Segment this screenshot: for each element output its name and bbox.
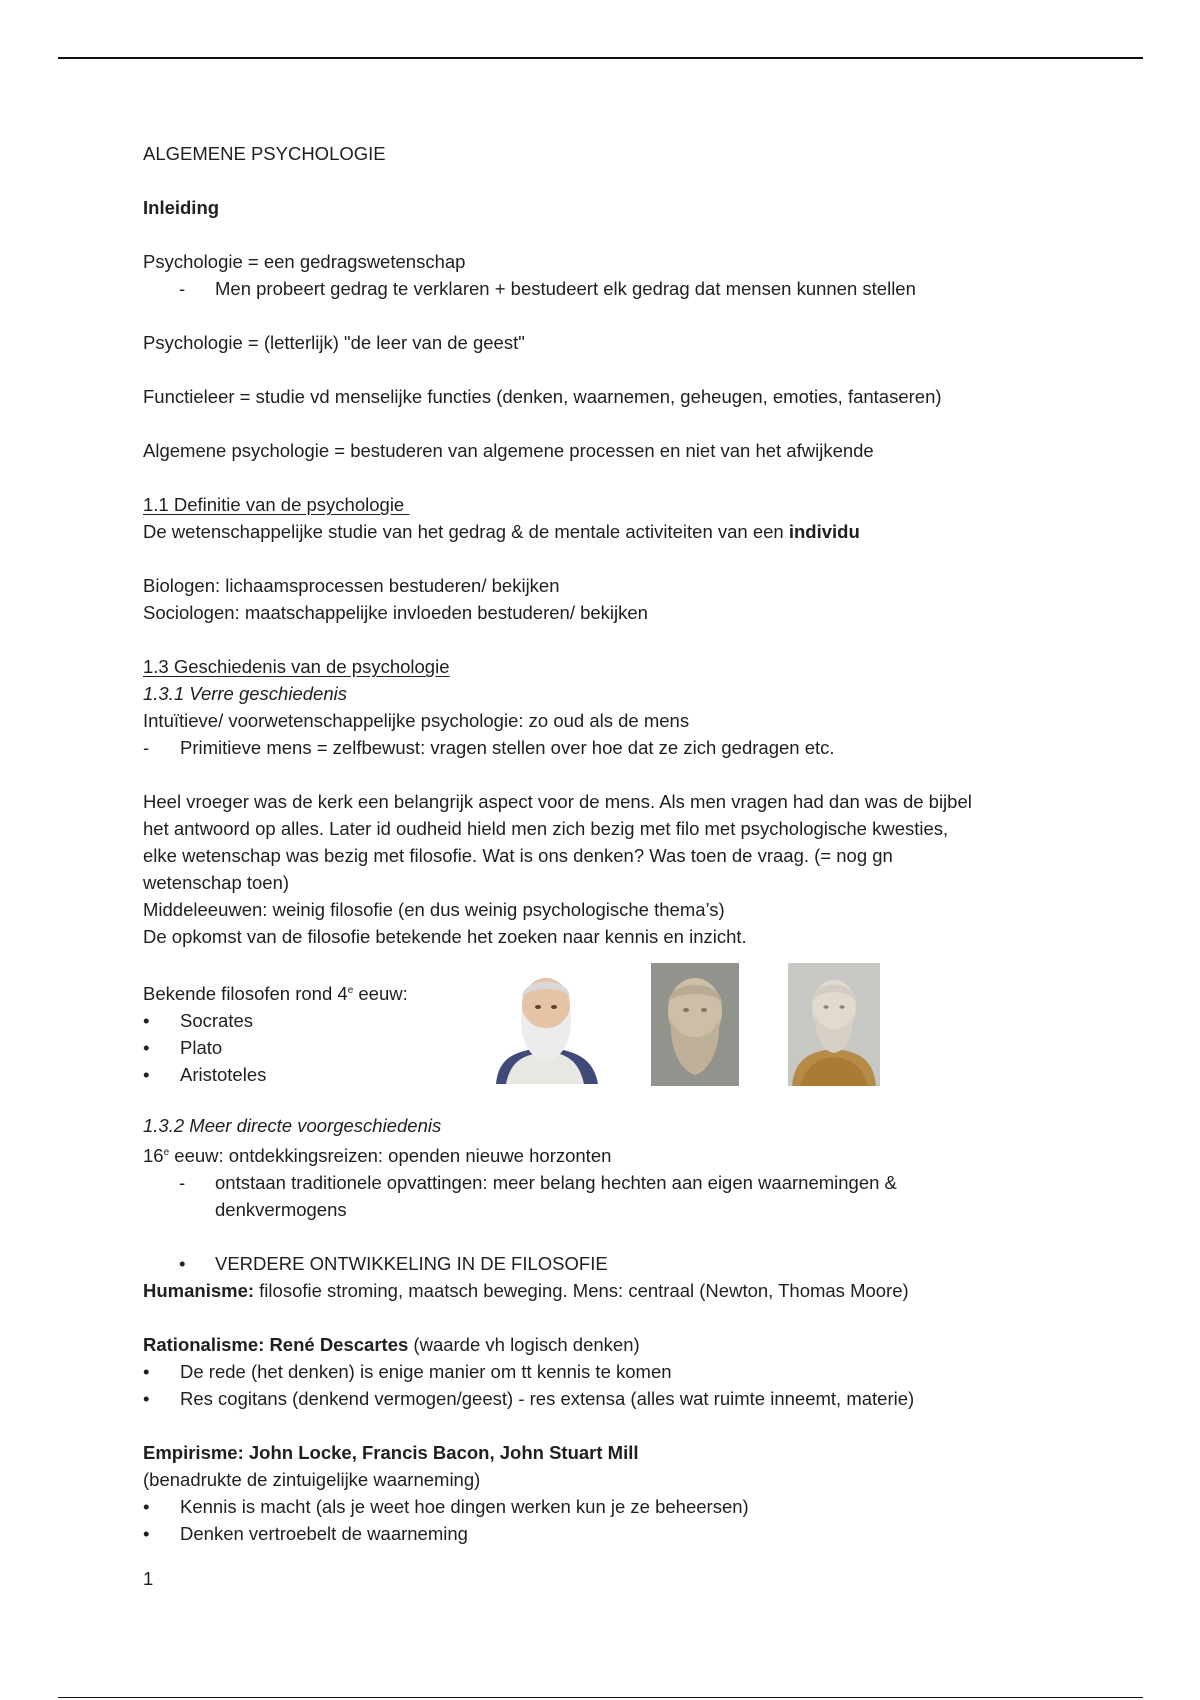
philosophers-block xyxy=(143,977,1083,1112)
socrates-portrait xyxy=(488,962,603,1084)
page-number: 1 xyxy=(143,1568,154,1590)
psych-definition-1: Psychologie = een gedragswetenschap xyxy=(143,251,466,272)
list-item: • Socrates xyxy=(143,1010,254,1032)
list-item: • Kennis is macht (als je weet hoe dingen werken kun je ze beheersen) xyxy=(143,1496,749,1518)
psych-definition-2: Psychologie = (letterlijk) "de leer van de geest" xyxy=(143,332,525,353)
list-item: • Denken vertroebelt de waarneming xyxy=(143,1523,468,1545)
document-title: ALGEMENE PSYCHOLOGIE xyxy=(143,143,386,164)
list-item: • Aristoteles xyxy=(143,1064,267,1086)
section-1-3-heading: 1.3 Geschiedenis van de psychologie xyxy=(143,656,450,677)
philosophers-intro: Bekende filosofen rond 4e eeuw: xyxy=(143,983,408,1005)
subsection-1-3-2: 1.3.2 Meer directe voorgeschiedenis xyxy=(143,1115,442,1136)
dash-item: - Men probeert gedrag te verklaren + bestudeert elk gedrag dat mensen kunnen stellen xyxy=(179,278,916,299)
algemene-line: Algemene psychologie = bestuderen van algemene processen en niet van het afwijkende xyxy=(143,440,874,461)
list-item: • Res cogitans (denkend vermogen/geest) - res extensa (alles wat ruimte inneemt, materie) xyxy=(143,1388,915,1410)
empirism-line: Empirisme: John Locke, Francis Bacon, John Stuart Mill xyxy=(143,1442,639,1464)
header-rule xyxy=(58,57,1143,59)
footer-rule xyxy=(58,1697,1143,1698)
rationalism-line: Rationalisme: René Descartes (waarde vh logisch denken) xyxy=(143,1334,640,1356)
functieleer-line: Functieleer = studie vd menselijke functies (denken, waarnemen, geheugen, emoties, fantaseren) xyxy=(143,386,942,407)
intro-heading: Inleiding xyxy=(143,197,220,218)
history-paragraph: Heel vroeger was de kerk een belangrijk aspect voor de mens. Als men vragen had dan was de bijbel het antwoord op alles. Later id oudheid hield men zich bezig met filo met psychologische kwesties, elke wetenschap was bezig met filosofie. Wat is ons denken? Was toen de vraag. (= nog gn wetenschap toen) Middeleeuwen: weinig filosofie (en dus weinig psychologische thema’s) De opkomst van de filosofie betekende het zoeken naar kennis en inzicht. xyxy=(143,791,972,947)
aristotle-bust xyxy=(788,963,880,1086)
plato-bust xyxy=(651,963,739,1086)
century-16-line: 16e eeuw: ontdekkingsreizen: openden nieuwe horzonten xyxy=(143,1145,612,1167)
biologen-line: Biologen: lichaamsprocessen bestuderen/ bekijken xyxy=(143,575,560,596)
definition-line: De wetenschappelijke studie van het gedrag & de mentale activiteiten van een individu xyxy=(143,521,860,542)
empirism-sub: (benadrukte de zintuigelijke waarneming) xyxy=(143,1469,481,1491)
sociologen-line: Sociologen: maatschappelijke invloeden bestuderen/ bekijken xyxy=(143,602,648,623)
intuitive-line: Intuïtieve/ voorwetenschappelijke psychologie: zo oud als de mens xyxy=(143,710,690,731)
list-item: • De rede (het denken) is enige manier om tt kennis te komen xyxy=(143,1361,672,1383)
humanism-line: Humanisme: filosofie stroming, maatsch beweging. Mens: centraal (Newton, Thomas Moore) xyxy=(143,1280,909,1302)
document-page xyxy=(143,140,1083,1592)
list-item: • Plato xyxy=(143,1037,223,1059)
section-1-1-heading: 1.1 Definitie van de psychologie xyxy=(143,494,410,515)
subsection-1-3-1: 1.3.1 Verre geschiedenis xyxy=(143,683,347,704)
dash-item: - ontstaan traditionele opvattingen: meer belang hechten aan eigen waarnemingen & denkvermogens xyxy=(179,1172,897,1221)
list-item: • VERDERE ONTWIKKELING IN DE FILOSOFIE xyxy=(179,1253,608,1275)
dash-item: - Primitieve mens = zelfbewust: vragen stellen over hoe dat ze zich gedragen etc. xyxy=(143,737,835,758)
